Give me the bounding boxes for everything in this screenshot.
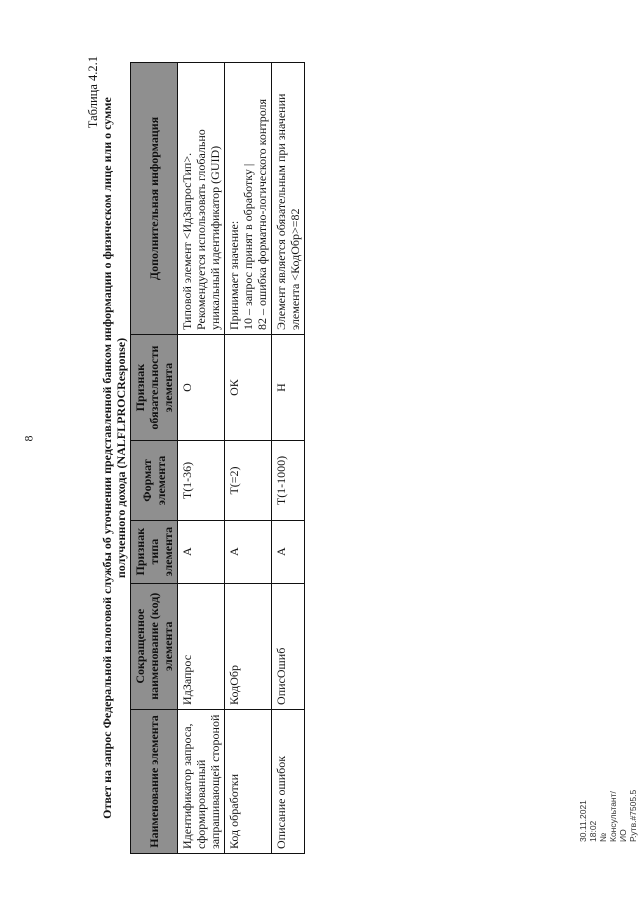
cell-required: Н [272, 335, 305, 441]
cell-info [272, 63, 305, 335]
rotated-page-content [86, 50, 300, 866]
cell-name: Идентификатор запроса, сформированный запрашивающей стороной [178, 709, 225, 853]
header-element-required: Признак обязательности элемента [131, 335, 178, 441]
header-element-name: Наименование элемента [131, 709, 178, 853]
stamp-line-2: № Консультант/ИО Р.утв.#7505.5 [598, 789, 638, 842]
cell-required: ОК [225, 335, 272, 441]
table-caption: Таблица 4.2.1 [86, 56, 100, 129]
header-element-type: Признак типа элемента [131, 520, 178, 583]
header-element-code: Сокращенное наименование (код) элемента [131, 583, 178, 709]
table-row [178, 63, 225, 854]
cell-name: Описание ошибок [272, 709, 305, 853]
cell-name: Код обработки [225, 709, 272, 853]
header-element-format: Формат элемента [131, 441, 178, 521]
cell-type: А [225, 520, 272, 583]
info-line: Рекомендуется использовать глобально уникальный идентификатор (GUID) [194, 129, 222, 330]
title-line-2: полученного дохода (NALFLPROCResponse) [114, 337, 128, 579]
table-row [272, 63, 305, 854]
cell-info [178, 63, 225, 335]
table-header-row [131, 63, 178, 854]
info-line: Принимает значение: [227, 220, 241, 330]
stamp-line-1: 30.11.2021 18:02 [578, 800, 598, 842]
footer-stamp [578, 780, 638, 842]
info-line: Типовой элемент <ИдЗапросТип>. [180, 152, 194, 330]
cell-format: T(1-36) [178, 441, 225, 521]
info-line: 82 – ошибка форматно-логического контроля [255, 98, 269, 330]
info-line: Элемент является обязательным при значении элемента <КодОбр>=82 [274, 93, 302, 330]
title-line-1: Ответ на запрос Федеральной налоговой службы об уточнении представленной банком информации о физическом лице или о сумме [100, 97, 114, 819]
cell-type: А [178, 520, 225, 583]
cell-code: ОписОшиб [272, 583, 305, 709]
info-line: 10 – запрос принят в обработку | [241, 163, 255, 330]
cell-required: О [178, 335, 225, 441]
cell-info [225, 63, 272, 335]
elements-table [130, 62, 305, 854]
cell-type: А [272, 520, 305, 583]
cell-format: T(1-1000) [272, 441, 305, 521]
page-number: 8 [21, 435, 36, 442]
header-additional-info: Дополнительная информация [131, 63, 178, 335]
cell-format: T(=2) [225, 441, 272, 521]
document-title [100, 50, 128, 866]
cell-code: ИдЗапрос [178, 583, 225, 709]
cell-code: КодОбр [225, 583, 272, 709]
table-row [225, 63, 272, 854]
